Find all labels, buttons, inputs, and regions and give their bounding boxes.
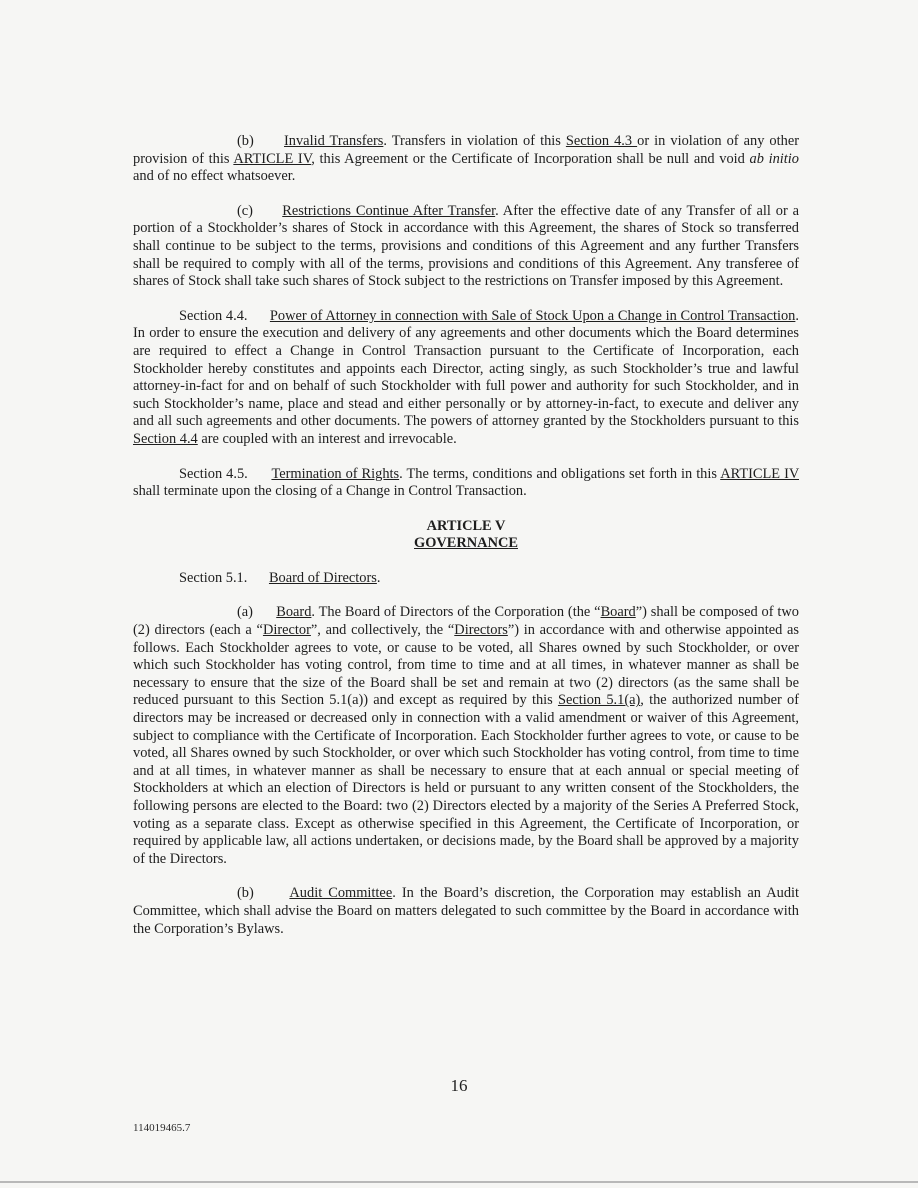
- section-5-1-heading: [133, 570, 799, 588]
- paragraph-text: , the authorized number of directors may be increased or decreased only in connection with a valid amendment or waiver of this Agreement, subject to compliance with the Certificate of Incorporation. Each Stockholder further agrees to vote, or cause to be voted, all Shares owned by such Stockholder, or over which such Stockholder has voting control, from time to time and at all times, in whatever manner as shall be necessary to ensure that at each annual or special meeting of Stockholders at which an election of Directors is held or pursuant to any written consent of the Stockholders, the following persons are elected to the Board: two (2) Directors elected by a majority of the Series A Preferred Stock, voting as a separate class. Except as otherwise specified in this Agreement, the Certificate of Incorporation, or required by applicable law, all actions undertaken, or decisions made, by the Board shall be approved by a majority of the Directors.: [133, 692, 799, 867]
- spacer: [133, 291, 799, 308]
- section-heading: Board of Directors: [268, 569, 377, 586]
- paragraph-4-3-c: [133, 203, 799, 291]
- cross-reference: ARTICLE IV: [720, 465, 799, 482]
- cross-reference: Section 5.1(a): [557, 692, 641, 709]
- document-id: 114019465.7: [133, 1122, 191, 1134]
- cross-reference: Section 4.4: [133, 430, 198, 447]
- italic-term: ab initio: [749, 150, 799, 167]
- defined-term: Directors: [454, 622, 508, 639]
- cross-reference: Section 4.3: [565, 133, 638, 149]
- section-heading: Termination of Rights: [271, 465, 400, 482]
- paragraph-text: ”) shall be composed of two (2) directors (each a “: [133, 604, 799, 639]
- subsection-label: (c): [237, 202, 253, 219]
- paragraph-4-3-b: [133, 133, 799, 186]
- paragraph-text: . The terms, conditions and obligations set forth in this: [399, 465, 721, 482]
- section-label: Section 5.1.: [179, 569, 248, 586]
- subsection-label: (b): [237, 885, 254, 902]
- subsection-heading: Invalid Transfers: [284, 133, 384, 149]
- paragraph-text: shall terminate upon the closing of a Change in Control Transaction.: [133, 483, 527, 500]
- subsection-label: (a): [237, 604, 253, 621]
- paragraph-text: . In the Board’s discretion, the Corporation may establish an Audit Committee, which shall advise the Board on matters delegated to such committee by the Board in accordance with the Corporation’s Bylaws.: [133, 885, 800, 937]
- paragraph-4-5: [133, 466, 799, 501]
- heading-period: .: [376, 569, 381, 586]
- spacer: [133, 186, 799, 203]
- paragraph-text: and of no effect whatsoever.: [133, 168, 296, 185]
- paragraph-text: . In order to ensure the execution and delivery of any agreements and other documents which the Board determines are required to effect a Change in Control Transaction pursuant to the Certificate of Incorporation, each Stockholder hereby constitutes and appoints each Director, acting singly, as such Stockholder’s true and lawful attorney-in-fact for and on behalf of such Stockholder with full power and authority for such Stockholder, and in such Stockholder’s name, place and stead and either personally or by attorney-in-fact, to execute and deliver any and all such agreements and other documents. The powers of attorney granted by the Stockholders pursuant to this: [133, 307, 799, 430]
- paragraph-4-4: [133, 308, 799, 449]
- paragraph-text: , this Agreement or the Certificate of Incorporation shall be null and void: [311, 150, 750, 167]
- spacer: [133, 868, 799, 885]
- paragraph-text: ”) in accordance with and otherwise appointed as follows. Each Stockholder agrees to vote, or cause to be voted, all Shares owned by such Stockholder, or over which such Stockholder has voting control, from time to time and at all times, in whatever manner as shall be necessary to ensure that the size of the Board shall be set and remain at two (2) directors (as the same shall be reduced pursuant to this Section 5.1(a)) and except as required by this: [133, 622, 799, 709]
- paragraph-text: ”, and collectively, the “: [310, 622, 455, 639]
- article-subtitle-text: GOVERNANCE: [414, 535, 518, 552]
- subsection-heading: Board: [276, 604, 312, 621]
- article-title: ARTICLE V: [426, 517, 506, 534]
- paragraph-5-1-a: [133, 604, 799, 868]
- spacer: [133, 587, 799, 604]
- paragraph-text: or in violation of any other provision of this: [133, 133, 799, 167]
- subsection-heading: Restrictions Continue After Transfer: [282, 202, 496, 219]
- page-body: [133, 133, 799, 938]
- paragraph-text: are coupled with an interest and irrevocable.: [197, 430, 457, 447]
- spacer: [133, 501, 799, 518]
- defined-term: Director: [262, 622, 311, 639]
- subsection-heading: Audit Committee: [289, 885, 393, 902]
- paragraph-5-1-b: [133, 885, 799, 938]
- section-label: Section 4.4.: [179, 307, 248, 324]
- section-heading: Power of Attorney in connection with Sale of Stock Upon a Change in Control Transaction: [269, 307, 796, 324]
- section-label: Section 4.5.: [179, 465, 248, 482]
- paragraph-text: . Transfers in violation of this: [383, 133, 566, 149]
- spacer: [133, 449, 799, 466]
- article-subtitle: [133, 535, 799, 553]
- defined-term: Board: [600, 604, 636, 621]
- page-number: 16: [450, 1076, 468, 1095]
- spacer: [133, 553, 799, 570]
- cross-reference: ARTICLE IV: [233, 150, 312, 167]
- subsection-label: (b): [237, 133, 254, 149]
- scan-edge-line: [0, 1181, 918, 1183]
- paragraph-text: . The Board of Directors of the Corporation (the “: [311, 604, 601, 621]
- paragraph-text: . After the effective date of any Transfer of all or a portion of a Stockholder’s shares of Stock in accordance with this Agreement, the shares of Stock so transferred shall continue to be subject to the terms, provisions and conditions of this Agreement and any further Transfers shall be required to comply with all of the terms, provisions and conditions of this Agreement. Any transferee of shares of Stock shall take such shares of Stock subject to the restrictions on Transfer imposed by this Agreement.: [133, 202, 799, 290]
